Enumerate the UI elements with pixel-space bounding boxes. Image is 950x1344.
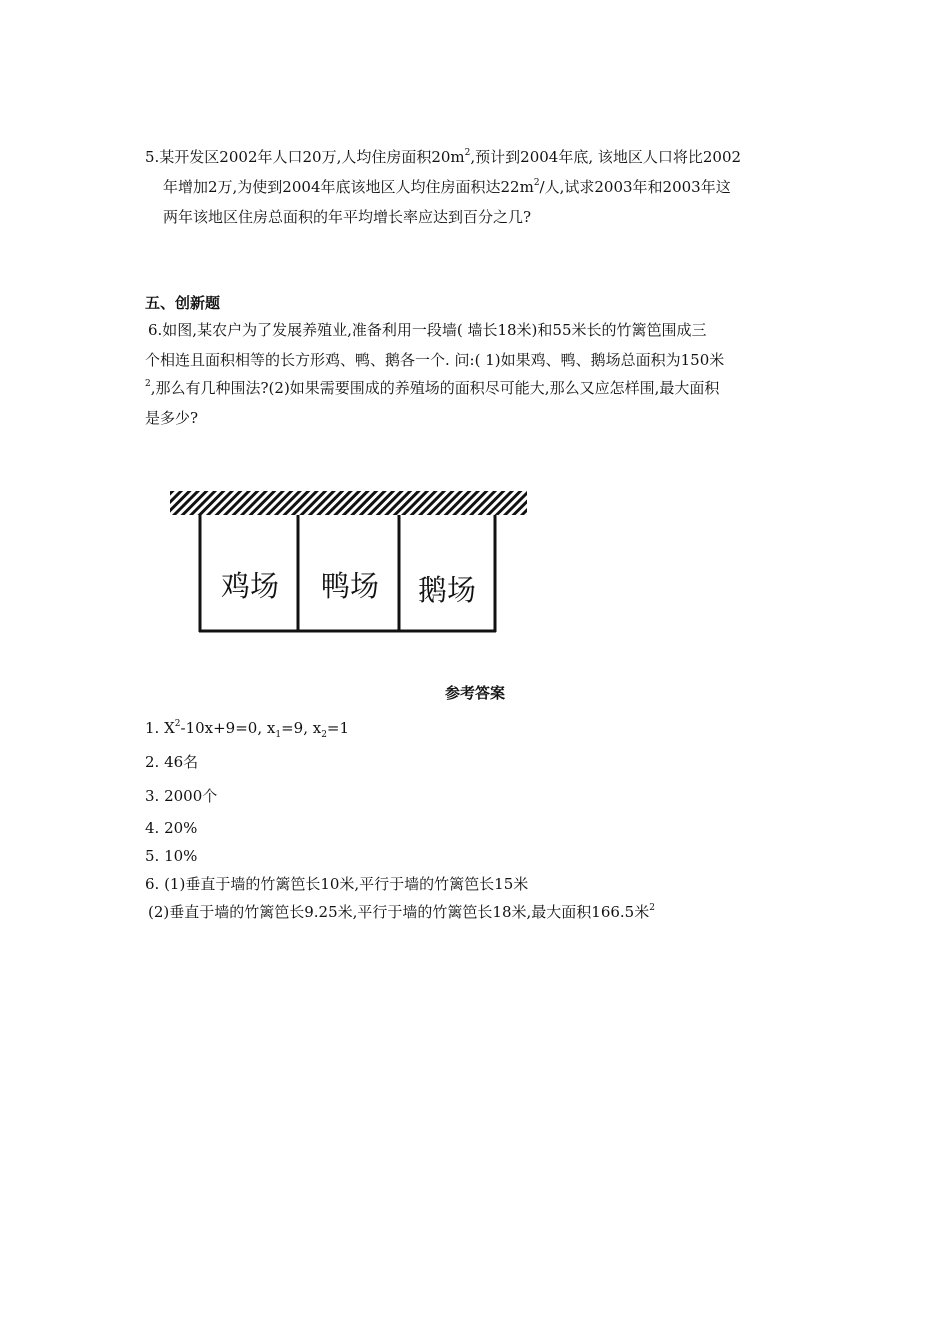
pen-diagram [165,488,535,638]
answer-4: 4. 20% [145,819,198,837]
problem6-line1: 6.如图,某农户为了发展养殖业,准备利用一段墙( 墙长18米)和55米长的竹篱笆围成三 [148,321,707,339]
answer-6-part1: 6. (1)垂直于墙的竹篱笆长10米,平行于墙的竹篱笆长15米 [145,875,529,893]
answer-2: 2. 46名 [145,753,199,771]
problem6-line4: 是多少? [145,409,199,427]
pen-label-duck: 鸭场 [321,569,380,603]
answer-6-part2: (2)垂直于墙的竹篱笆长9.25米,平行于墙的竹篱笆长18米,最大面积166.5米$^2$ [148,903,655,921]
problem5-line2: 年增加2万,为使到2004年底该地区人均住房面积达$22m^2/$人,试求2003年和2003年这 [163,178,731,196]
problem5-line3: 两年该地区住房总面积的年平均增长率应达到百分之几? [163,208,532,226]
answer-5: 5. 10% [145,847,198,865]
problem6-line2: 个相连且面积相等的长方形鸡、鸭、鹅各一个. 问:( 1)如果鸡、鸭、鹅场总面积为150米 [145,351,725,369]
problem5-line1: 5.某开发区2002年人口20万,人均住房面积$20m^2$,预计到2004年底, 该地区人口将比2002 [145,148,742,166]
problem6-line3: $^2$,那么有几种围法?(2)如果需要围成的养殖场的面积尽可能大,那么又应怎样围,最大面积 [145,379,720,397]
answers-title: 参考答案 [444,684,505,702]
answer-3: 3. 2000个 [145,787,218,805]
pen-label-chicken: 鸡场 [221,569,280,603]
answer-1: 1. $X^2-10x+9=0$, $x_1=9$, $x_2=1$ [145,719,350,740]
section-heading: 五、创新题 [145,294,221,312]
pen-label-goose: 鹅场 [418,573,477,607]
wall-hatch [170,491,527,515]
